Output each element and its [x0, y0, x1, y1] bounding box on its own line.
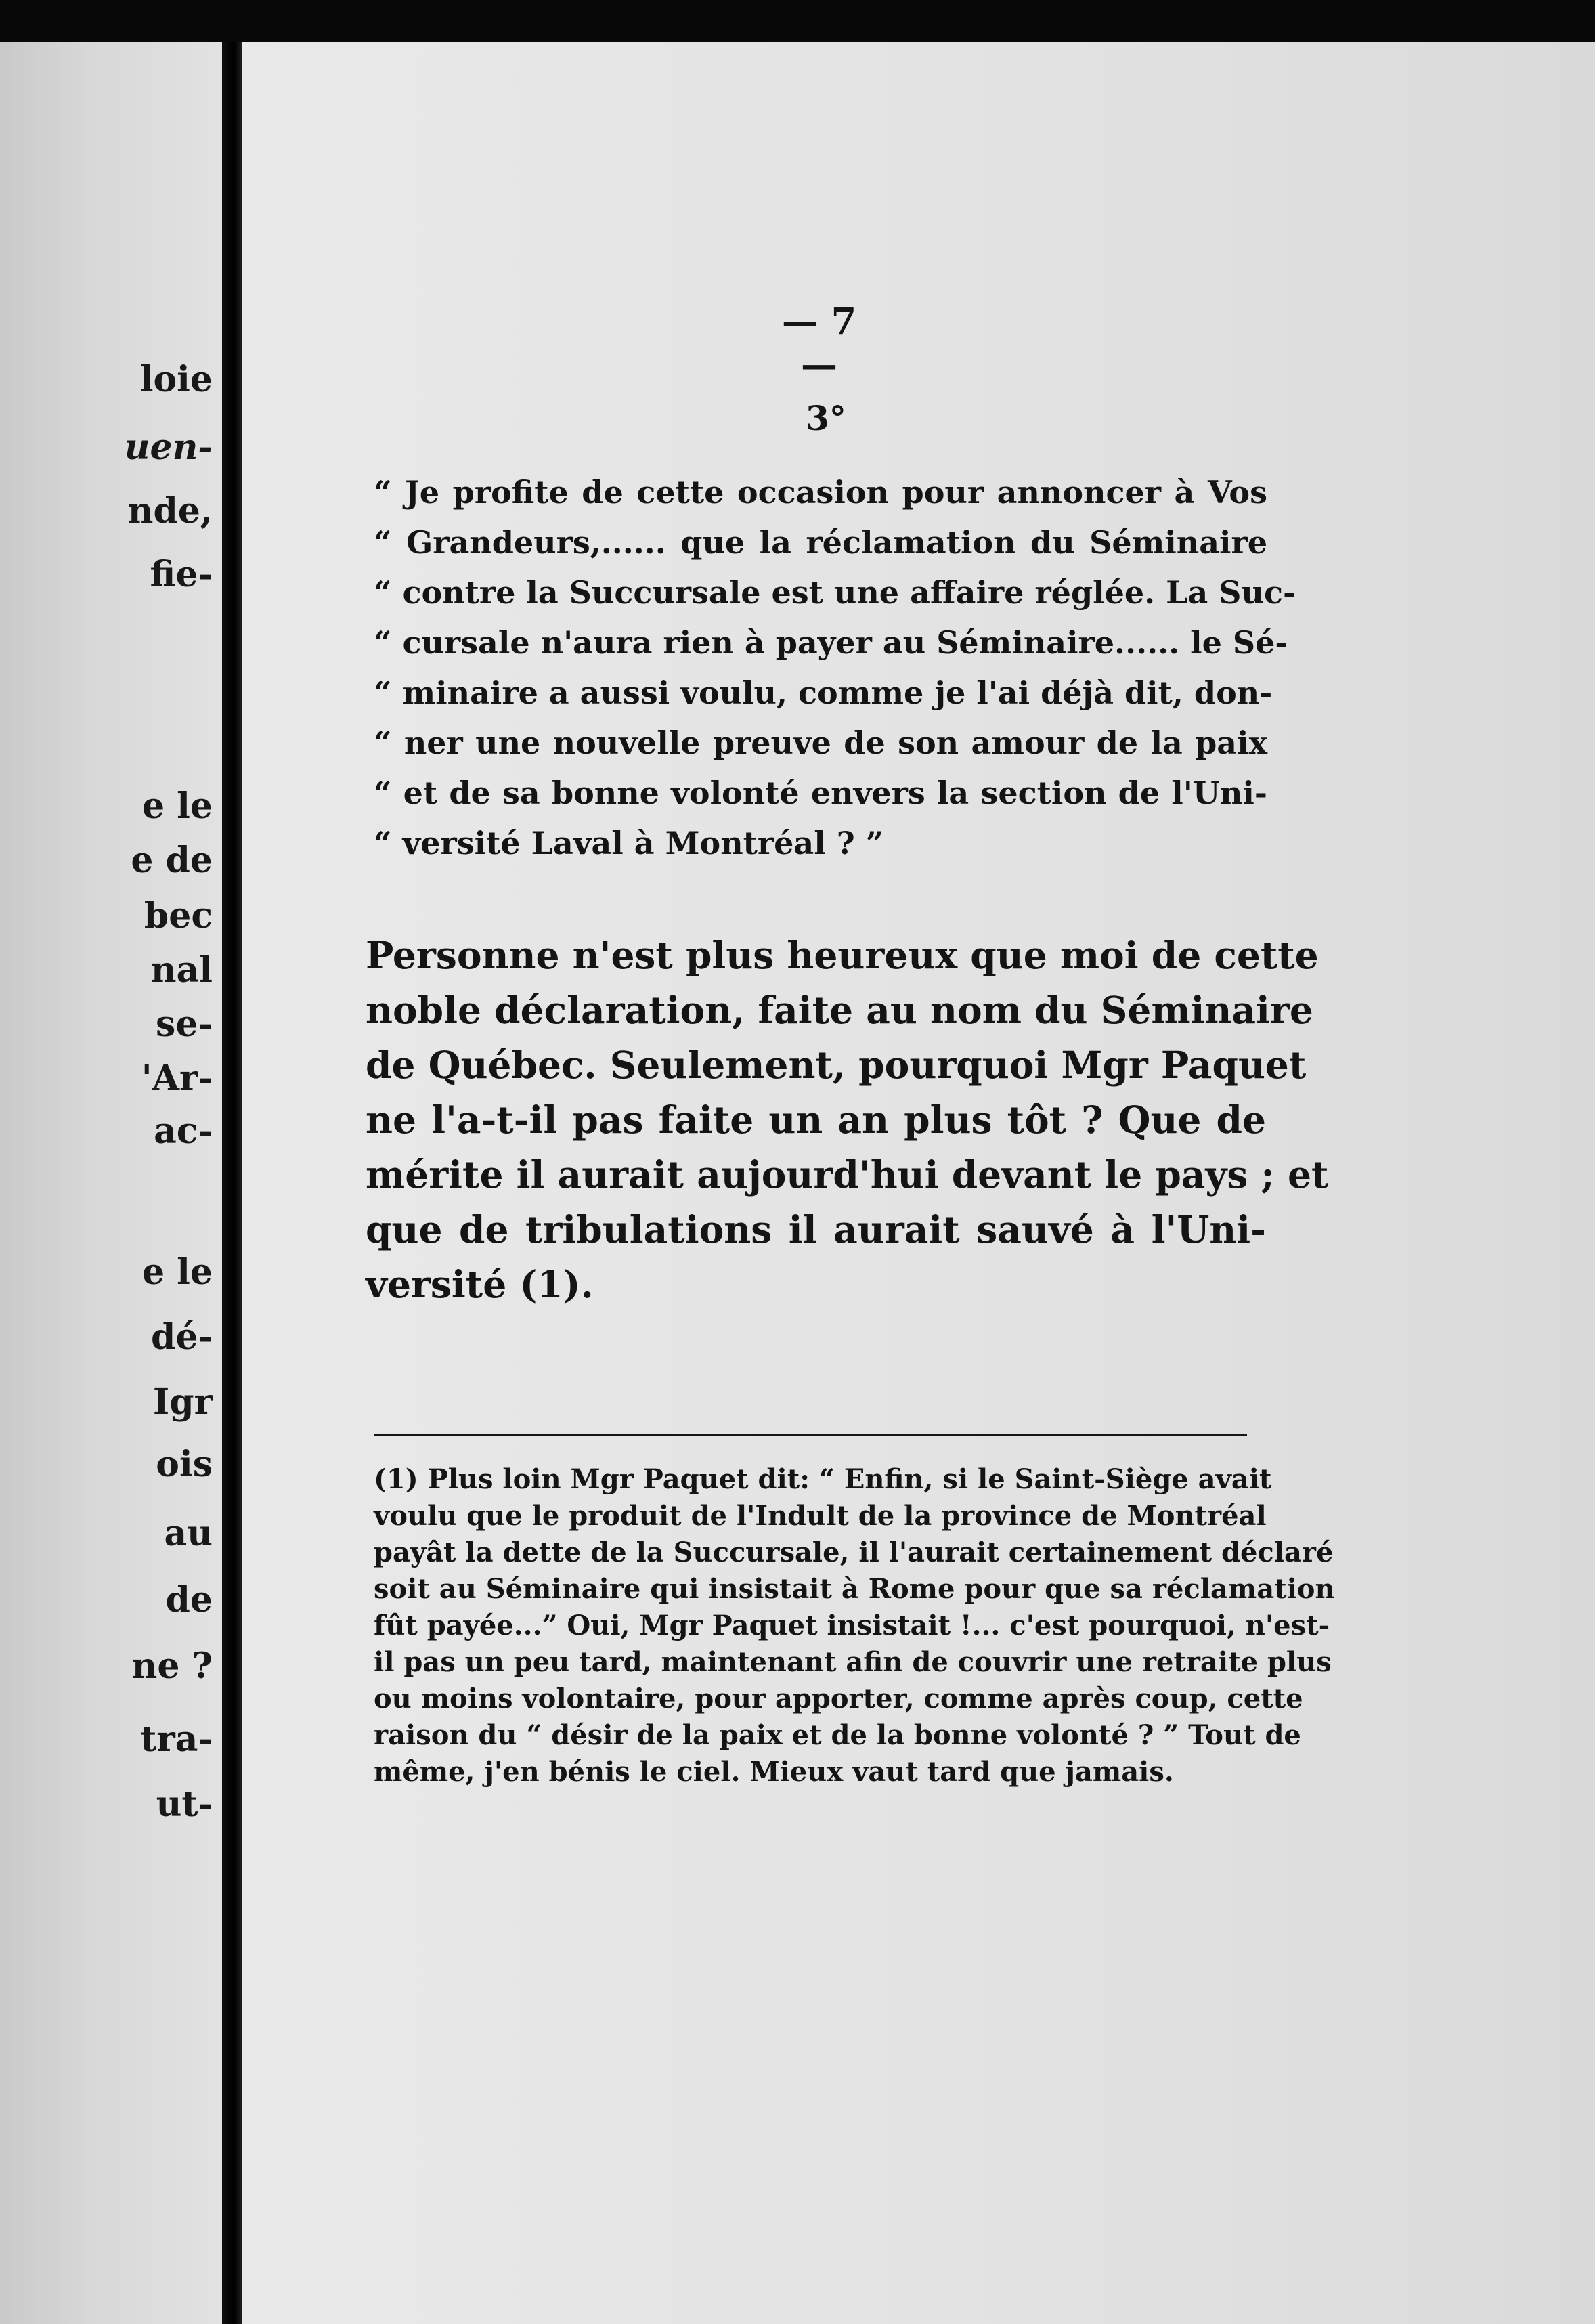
footnote-line: fût payée...” Oui, Mgr Paquet insistait !... c'est pourquoi, n'est- — [374, 1610, 1330, 1641]
quote-line: “ Grandeurs,...... que la réclamation du Séminaire — [374, 524, 1267, 561]
section-number: 3° — [806, 398, 846, 438]
footnote-line: soit au Séminaire qui insistait à Rome pour que sa réclamation — [374, 1573, 1335, 1605]
body-line: mérite il aurait aujourd'hui devant le pays ; et — [366, 1153, 1329, 1197]
quote-line: “ versité Laval à Montréal ? ” — [374, 825, 884, 861]
body-line: versité (1). — [366, 1262, 594, 1306]
scan-top-border — [0, 0, 1595, 42]
left-fragment: nde, — [127, 490, 213, 532]
left-fragment: tra- — [140, 1719, 213, 1760]
footnote-line: il pas un peu tard, maintenant afin de couvrir une retraite plus — [374, 1646, 1332, 1678]
left-fragment: ne ? — [131, 1645, 213, 1687]
quote-line: “ contre la Succursale est une affaire réglée. La Suc- — [374, 574, 1296, 611]
body-line: que de tribulations il aurait sauvé à l'Uni- — [366, 1207, 1266, 1251]
quoted-passage — [374, 467, 1296, 868]
left-fragment: nal — [150, 949, 213, 991]
footnote-line: ou moins volontaire, pour apporter, comme après coup, cette — [374, 1683, 1303, 1715]
footnote — [374, 1461, 1335, 1790]
left-fragment: au — [164, 1513, 213, 1554]
quote-line: “ et de sa bonne volonté envers la section de l'Uni- — [374, 775, 1267, 811]
footnote-line: (1) Plus loin Mgr Paquet dit: “ Enfin, si le Saint-Siège avait — [374, 1463, 1272, 1495]
footnote-divider — [374, 1434, 1247, 1436]
left-fragment: se- — [156, 1004, 213, 1045]
quote-line: “ cursale n'aura rien à payer au Séminaire...... le Sé- — [374, 624, 1288, 661]
left-page-sliver — [0, 42, 222, 2324]
quote-line: “ ner une nouvelle preuve de son amour de la paix — [374, 725, 1267, 761]
left-fragment: ac- — [154, 1111, 213, 1152]
left-fragment: dé- — [150, 1316, 213, 1358]
page-number: — 7 — — [781, 299, 857, 386]
body-line: ne l'a-t-il pas faite un an plus tôt ? Que de — [366, 1098, 1266, 1142]
footnote-line: même, j'en bénis le ciel. Mieux vaut tard que jamais. — [374, 1756, 1174, 1788]
quote-line: “ minaire a aussi voulu, comme je l'ai déjà dit, don- — [374, 674, 1273, 711]
left-fragment: fie- — [150, 554, 213, 595]
body-line: Personne n'est plus heureux que moi de cette — [366, 933, 1319, 977]
left-fragment: bec — [144, 895, 213, 937]
left-fragment: Igr — [152, 1381, 213, 1423]
body-line: de Québec. Seulement, pourquoi Mgr Paquet — [366, 1043, 1307, 1087]
left-fragment: ut- — [156, 1784, 213, 1825]
left-fragment: loie — [139, 359, 213, 400]
footnote-line: raison du “ désir de la paix et de la bonne volonté ? ” Tout de — [374, 1719, 1301, 1751]
footnote-line: voulu que le produit de l'Indult de la province de Montréal — [374, 1500, 1267, 1532]
body-line: noble déclaration, faite au nom du Séminaire — [366, 988, 1313, 1032]
left-fragment: e le — [141, 1251, 213, 1293]
binding-gutter — [222, 42, 242, 2324]
left-fragment: de — [165, 1579, 213, 1620]
left-fragment: 'Ar- — [141, 1058, 213, 1099]
left-fragment: uen- — [124, 427, 213, 468]
body-paragraph — [366, 928, 1329, 1312]
footnote-line: payât la dette de la Succursale, il l'aurait certainement déclaré — [374, 1536, 1334, 1568]
left-fragment: e le — [141, 786, 213, 827]
left-fragment: ois — [156, 1444, 213, 1485]
left-fragment: e de — [131, 840, 213, 881]
quote-line: “ Je profite de cette occasion pour annoncer à Vos — [374, 474, 1267, 511]
